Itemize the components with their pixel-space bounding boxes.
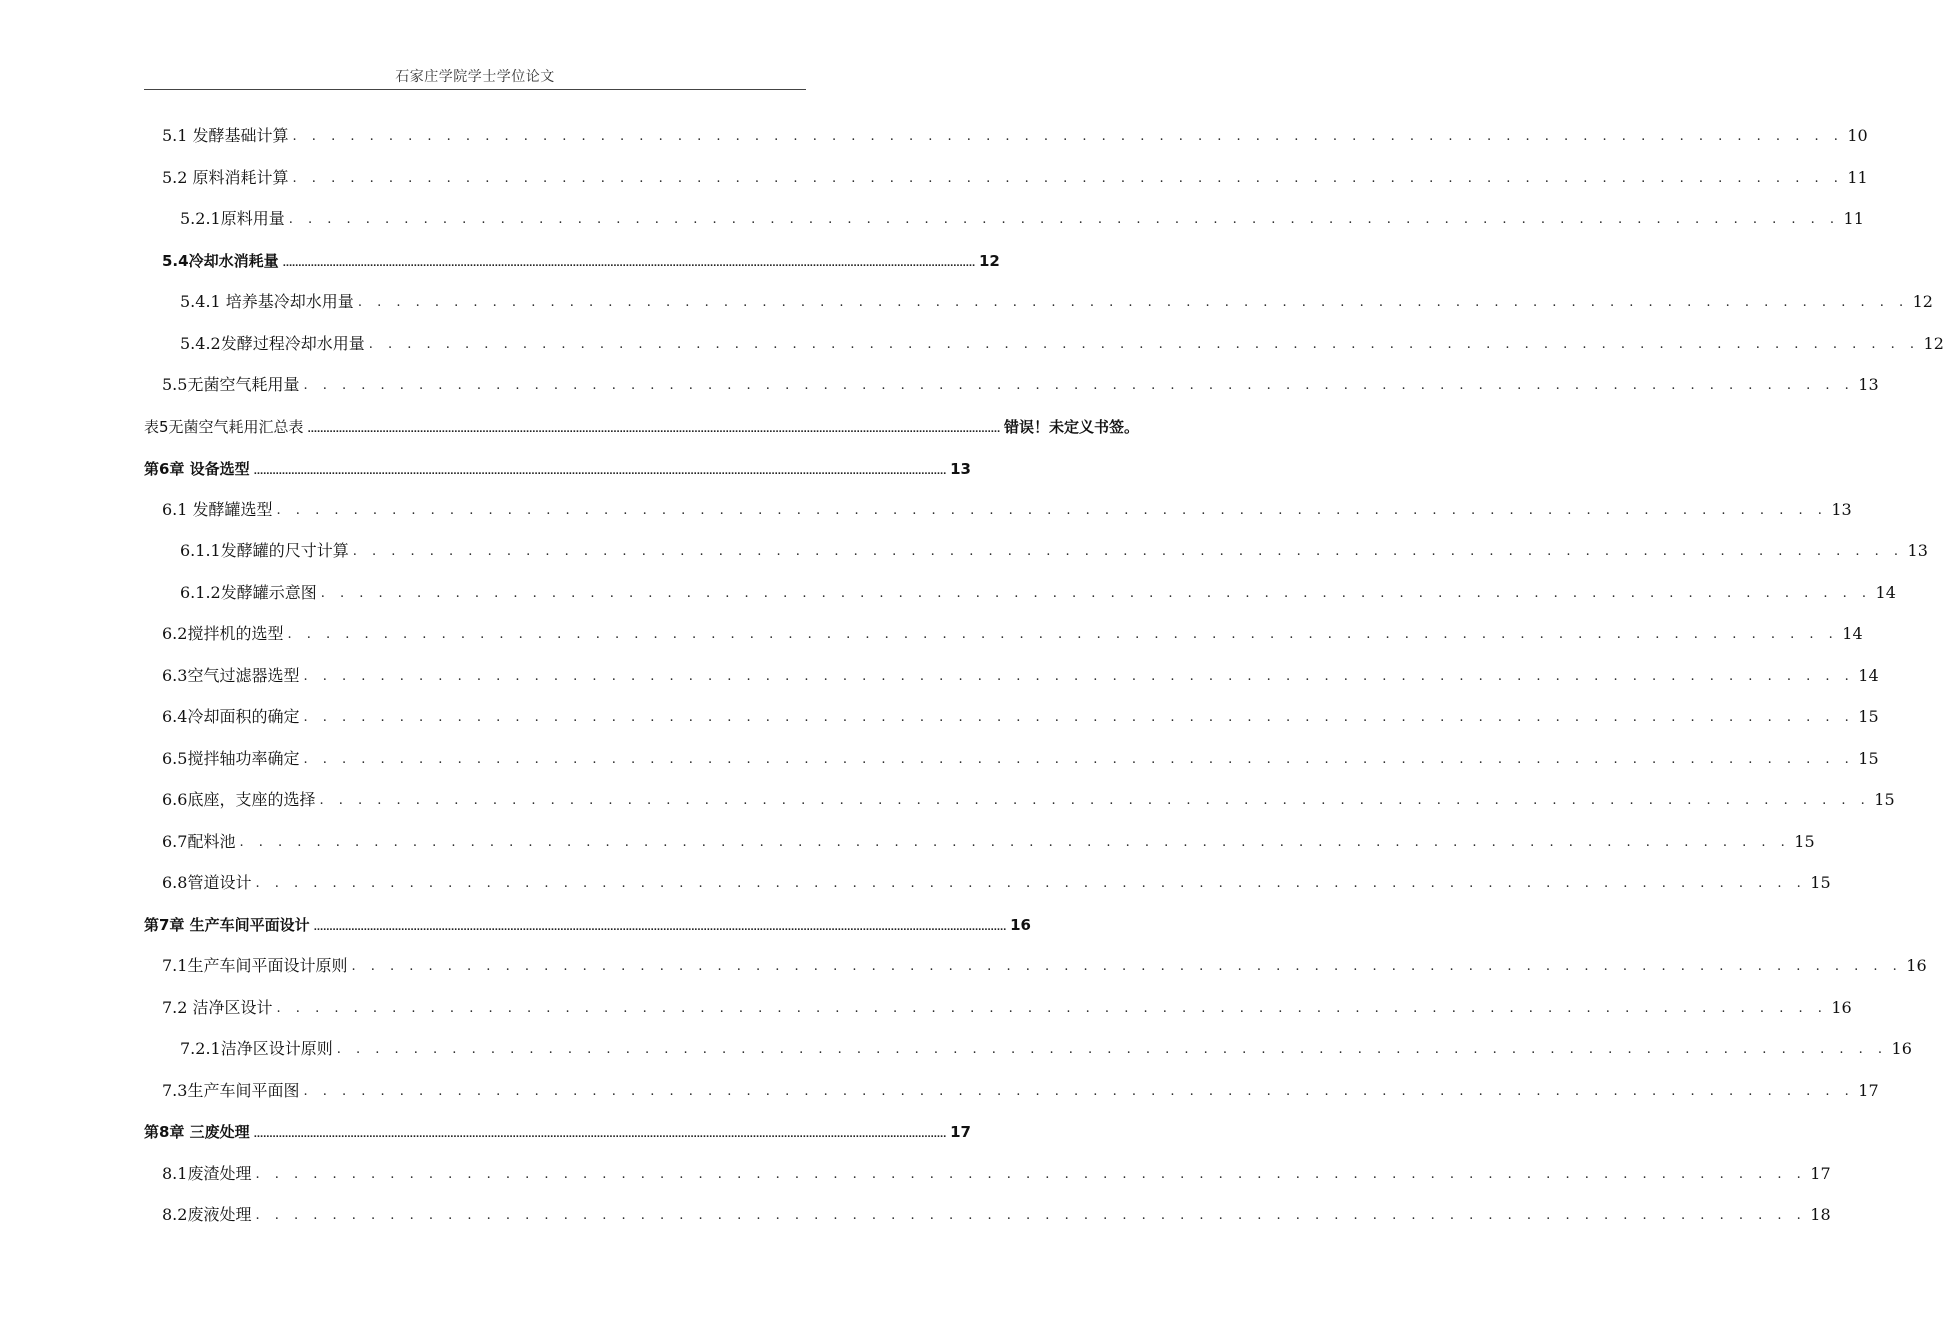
toc-entry-page: 12 bbox=[1912, 292, 1933, 311]
toc-leader: . . . . . . . . . . . . . . . . . . . . . . . . . . . . . . . . . . . . . . . . . . . . . . . . . . . . . . . . . . . . . . . . . . . . . . . . . . . . . . . . . bbox=[303, 752, 1855, 767]
toc-entry-page: 16 bbox=[1831, 998, 1852, 1017]
toc-entry-page: 12 bbox=[1923, 334, 1944, 353]
toc-entry-page: 17 bbox=[950, 1123, 971, 1141]
toc-entry-label: 6.1.2发酵罐示意图 bbox=[180, 583, 317, 602]
toc-entry-chapter[interactable] bbox=[144, 911, 1031, 935]
toc-entry[interactable] bbox=[162, 1160, 1831, 1184]
toc-entry-label: 6.1 发酵罐选型 bbox=[162, 500, 273, 519]
toc-entry[interactable] bbox=[162, 371, 1879, 395]
toc-entry[interactable] bbox=[162, 952, 1927, 976]
toc-entry-chapter[interactable] bbox=[144, 455, 971, 479]
toc-leader: . . . . . . . . . . . . . . . . . . . . . . . . . . . . . . . . . . . . . . . . . . . . . . . . . . . . . . . . . . . . . . . . . . . . . . . . . . . . . . . . . bbox=[239, 835, 1791, 850]
header-divider bbox=[144, 89, 806, 90]
toc-entry-label: 6.7配料池 bbox=[162, 832, 236, 851]
toc-entry-label: 5.1 发酵基础计算 bbox=[162, 126, 289, 145]
toc-entry-page: 14 bbox=[1858, 666, 1879, 685]
toc-leader: .............................................................................................................................................................................................................................. bbox=[253, 1130, 947, 1140]
toc-entry-page: 13 bbox=[1858, 375, 1879, 394]
toc-entry-label: 6.4冷却面积的确定 bbox=[162, 707, 300, 726]
toc-leader: . . . . . . . . . . . . . . . . . . . . . . . . . . . . . . . . . . . . . . . . . . . . . . . . . . . . . . . . . . . . . . . . . . . . . . . . . . . . . . . . . bbox=[352, 544, 1904, 559]
toc-entry-page: 15 bbox=[1794, 832, 1815, 851]
toc-entry-page: 11 bbox=[1847, 168, 1868, 187]
toc-entry[interactable] bbox=[162, 620, 1863, 644]
toc-entry-page: 16 bbox=[1010, 916, 1031, 934]
toc-entry-label: 表5无菌空气耗用汇总表 bbox=[144, 418, 304, 436]
toc-leader: . . . . . . . . . . . . . . . . . . . . . . . . . . . . . . . . . . . . . . . . . . . . . . . . . . . . . . . . . . . . . . . . . . . . . . . . . . . . . . . . . bbox=[368, 337, 1920, 352]
toc-leader: . . . . . . . . . . . . . . . . . . . . . . . . . . . . . . . . . . . . . . . . . . . . . . . . . . . . . . . . . . . . . . . . . . . . . . . . . . . . . . . . . bbox=[303, 1084, 1855, 1099]
toc-leader: .............................................................................................................................................................................................................................. bbox=[313, 923, 1007, 933]
toc-entry-page: 14 bbox=[1842, 624, 1863, 643]
toc-entry-page: 18 bbox=[1810, 1205, 1831, 1224]
toc-leader: . . . . . . . . . . . . . . . . . . . . . . . . . . . . . . . . . . . . . . . . . . . . . . . . . . . . . . . . . . . . . . . . . . . . . . . . . . . . . . . . . bbox=[292, 129, 1844, 144]
toc-leader: . . . . . . . . . . . . . . . . . . . . . . . . . . . . . . . . . . . . . . . . . . . . . . . . . . . . . . . . . . . . . . . . . . . . . . . . . . . . . . . . . bbox=[288, 212, 1840, 227]
toc-entry-page: 15 bbox=[1858, 749, 1879, 768]
toc-entry-label: 6.6底座，支座的选择 bbox=[162, 790, 316, 809]
toc-entry-table[interactable] bbox=[144, 413, 1139, 437]
toc-entry-page: 16 bbox=[1906, 956, 1927, 975]
toc-entry-label: 6.5搅拌轴功率确定 bbox=[162, 749, 300, 768]
toc-leader: . . . . . . . . . . . . . . . . . . . . . . . . . . . . . . . . . . . . . . . . . . . . . . . . . . . . . . . . . . . . . . . . . . . . . . . . . . . . . . . . . bbox=[351, 959, 1903, 974]
toc-entry-page: 10 bbox=[1847, 126, 1868, 145]
toc-entry-label: 5.4.1 培养基冷却水用量 bbox=[180, 292, 354, 311]
toc-entry-page: 17 bbox=[1810, 1164, 1831, 1183]
toc-entry[interactable] bbox=[180, 205, 1864, 229]
toc-entry[interactable] bbox=[162, 994, 1852, 1018]
toc-entry[interactable] bbox=[162, 745, 1879, 769]
toc-entry-label: 6.8管道设计 bbox=[162, 873, 252, 892]
toc-leader: . . . . . . . . . . . . . . . . . . . . . . . . . . . . . . . . . . . . . . . . . . . . . . . . . . . . . . . . . . . . . . . . . . . . . . . . . . . . . . . . . bbox=[303, 669, 1855, 684]
toc-entry-label: 6.3空气过滤器选型 bbox=[162, 666, 300, 685]
toc-entry-page: 13 bbox=[1907, 541, 1928, 560]
toc-entry[interactable] bbox=[162, 662, 1879, 686]
toc-entry-label: 5.4.2发酵过程冷却水用量 bbox=[180, 334, 365, 353]
toc-entry-page: 15 bbox=[1810, 873, 1831, 892]
toc-entry-page: 15 bbox=[1858, 707, 1879, 726]
toc-entry-page: 13 bbox=[1831, 500, 1852, 519]
toc-entry-label: 第6章 设备选型 bbox=[144, 460, 250, 478]
toc-leader: .............................................................................................................................................................................................................................. bbox=[282, 259, 975, 269]
toc-entry-page: 16 bbox=[1891, 1039, 1912, 1058]
toc-entry[interactable] bbox=[180, 288, 1933, 312]
toc-entry[interactable] bbox=[162, 828, 1815, 852]
toc-entry-label: 8.1废渣处理 bbox=[162, 1164, 252, 1183]
toc-leader: . . . . . . . . . . . . . . . . . . . . . . . . . . . . . . . . . . . . . . . . . . . . . . . . . . . . . . . . . . . . . . . . . . . . . . . . . . . . . . . . . bbox=[255, 1167, 1807, 1182]
toc-leader: . . . . . . . . . . . . . . . . . . . . . . . . . . . . . . . . . . . . . . . . . . . . . . . . . . . . . . . . . . . . . . . . . . . . . . . . . . . . . . . . . bbox=[320, 586, 1872, 601]
toc-leader: . . . . . . . . . . . . . . . . . . . . . . . . . . . . . . . . . . . . . . . . . . . . . . . . . . . . . . . . . . . . . . . . . . . . . . . . . . . . . . . . . bbox=[292, 171, 1844, 186]
toc-leader: . . . . . . . . . . . . . . . . . . . . . . . . . . . . . . . . . . . . . . . . . . . . . . . . . . . . . . . . . . . . . . . . . . . . . . . . . . . . . . . . . bbox=[336, 1042, 1888, 1057]
toc-entry-label: 5.5无菌空气耗用量 bbox=[162, 375, 300, 394]
page-header-title: 石家庄学院学士学位论文 bbox=[395, 69, 555, 85]
toc-entry[interactable] bbox=[162, 869, 1831, 893]
toc-entry-chapter[interactable] bbox=[144, 1118, 971, 1142]
toc-entry[interactable] bbox=[180, 1035, 1912, 1059]
toc-leader: . . . . . . . . . . . . . . . . . . . . . . . . . . . . . . . . . . . . . . . . . . . . . . . . . . . . . . . . . . . . . . . . . . . . . . . . . . . . . . . . . bbox=[276, 1001, 1828, 1016]
toc-leader: . . . . . . . . . . . . . . . . . . . . . . . . . . . . . . . . . . . . . . . . . . . . . . . . . . . . . . . . . . . . . . . . . . . . . . . . . . . . . . . . . bbox=[357, 295, 1909, 310]
toc-entry-label: 第7章 生产车间平面设计 bbox=[144, 916, 310, 934]
toc-entry-page: 17 bbox=[1858, 1081, 1879, 1100]
toc-entry-label: 5.2 原料消耗计算 bbox=[162, 168, 289, 187]
toc-leader: .............................................................................................................................................................................................................................. bbox=[253, 467, 947, 477]
toc-entry-label: 6.1.1发酵罐的尺寸计算 bbox=[180, 541, 349, 560]
toc-entry[interactable] bbox=[162, 1077, 1879, 1101]
toc-leader: . . . . . . . . . . . . . . . . . . . . . . . . . . . . . . . . . . . . . . . . . . . . . . . . . . . . . . . . . . . . . . . . . . . . . . . . . . . . . . . . . bbox=[255, 1208, 1807, 1223]
toc-entry-label: 5.4冷却水消耗量 bbox=[162, 252, 279, 270]
toc-leader: . . . . . . . . . . . . . . . . . . . . . . . . . . . . . . . . . . . . . . . . . . . . . . . . . . . . . . . . . . . . . . . . . . . . . . . . . . . . . . . . . bbox=[276, 503, 1828, 518]
toc-entry[interactable] bbox=[162, 496, 1852, 520]
toc-leader: . . . . . . . . . . . . . . . . . . . . . . . . . . . . . . . . . . . . . . . . . . . . . . . . . . . . . . . . . . . . . . . . . . . . . . . . . . . . . . . . . bbox=[255, 876, 1807, 891]
toc-entry-label: 第8章 三废处理 bbox=[144, 1123, 250, 1141]
toc-entry[interactable] bbox=[162, 786, 1895, 810]
toc-leader: . . . . . . . . . . . . . . . . . . . . . . . . . . . . . . . . . . . . . . . . . . . . . . . . . . . . . . . . . . . . . . . . . . . . . . . . . . . . . . . . . bbox=[287, 627, 1839, 642]
toc-leader: . . . . . . . . . . . . . . . . . . . . . . . . . . . . . . . . . . . . . . . . . . . . . . . . . . . . . . . . . . . . . . . . . . . . . . . . . . . . . . . . . bbox=[303, 378, 1855, 393]
toc-entry-label: 5.2.1原料用量 bbox=[180, 209, 285, 228]
toc-entry[interactable] bbox=[180, 330, 1944, 354]
toc-entry-page: 14 bbox=[1875, 583, 1896, 602]
toc-entry-page: 12 bbox=[979, 252, 1000, 270]
toc-entry-label: 7.2 洁净区设计 bbox=[162, 998, 273, 1017]
toc-entry-label: 6.2搅拌机的选型 bbox=[162, 624, 284, 643]
toc-entry-page: 13 bbox=[950, 460, 971, 478]
toc-leader: . . . . . . . . . . . . . . . . . . . . . . . . . . . . . . . . . . . . . . . . . . . . . . . . . . . . . . . . . . . . . . . . . . . . . . . . . . . . . . . . . bbox=[319, 793, 1871, 808]
toc-entry-label: 7.1生产车间平面设计原则 bbox=[162, 956, 348, 975]
toc-entry[interactable] bbox=[162, 164, 1868, 188]
toc-entry-label: 8.2废液处理 bbox=[162, 1205, 252, 1224]
toc-entry-page: 15 bbox=[1874, 790, 1895, 809]
toc-entry[interactable] bbox=[180, 579, 1896, 603]
toc-entry[interactable] bbox=[162, 247, 1000, 271]
toc-leader: .............................................................................................................................................................................................................................. bbox=[307, 425, 1000, 435]
toc-entry-page-error: 错误！未定义书签。 bbox=[1003, 418, 1139, 436]
toc-entry[interactable] bbox=[162, 1201, 1831, 1225]
toc-entry[interactable] bbox=[180, 537, 1928, 561]
toc-entry-page: 11 bbox=[1843, 209, 1864, 228]
toc-entry[interactable] bbox=[162, 122, 1868, 146]
toc-leader: . . . . . . . . . . . . . . . . . . . . . . . . . . . . . . . . . . . . . . . . . . . . . . . . . . . . . . . . . . . . . . . . . . . . . . . . . . . . . . . . . bbox=[303, 710, 1855, 725]
toc-entry[interactable] bbox=[162, 703, 1879, 727]
toc-entry-label: 7.2.1洁净区设计原则 bbox=[180, 1039, 333, 1058]
toc-entry-label: 7.3生产车间平面图 bbox=[162, 1081, 300, 1100]
